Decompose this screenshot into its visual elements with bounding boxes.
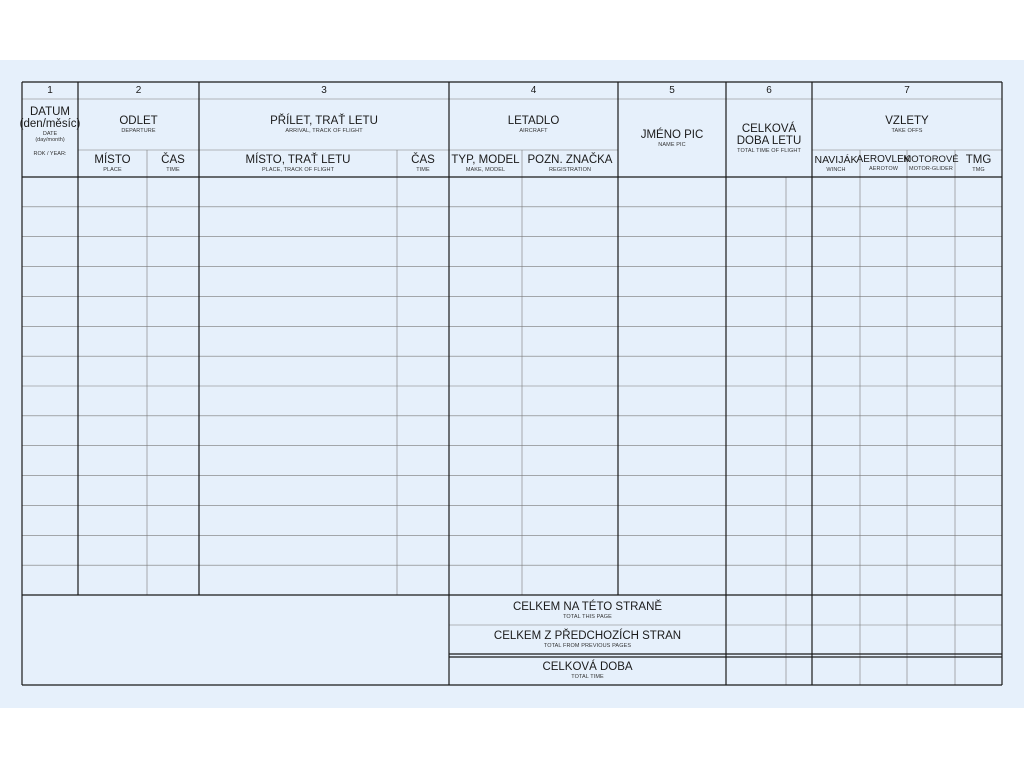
pic-label-en: NAME PIC [658, 141, 686, 148]
col-number-7: 7 [904, 84, 910, 96]
arrival-label-en: ARRIVAL, TRACK OF FLIGHT [285, 128, 363, 135]
total-previous-pages [449, 625, 726, 654]
aircraft-label: LETADLO [507, 115, 560, 128]
total-time-header [726, 100, 812, 177]
pic-label: JMÉNO PIC [640, 128, 704, 141]
takeoffs-motor-label-en: MOTOR-GLIDER [909, 166, 953, 173]
aircraft-label-en: AIRCRAFT [519, 128, 548, 135]
arrival-place-label: MÍSTO, TRAŤ LETU [245, 154, 351, 167]
arrival-label: PŘÍLET, TRAŤ LETU [270, 115, 378, 128]
arrival-time-label: ČAS [411, 154, 435, 167]
takeoffs-tmg-label: TMG [965, 154, 992, 167]
col-number-4: 4 [530, 84, 537, 96]
total-previous-label: CELKEM Z PŘEDCHOZÍCH STRAN [493, 629, 682, 642]
total-time-label-2: DOBA LETU [736, 134, 802, 147]
aircraft-reg-label-en: REGISTRATION [548, 167, 592, 174]
takeoffs-header [812, 100, 1002, 150]
col-number-1: 1 [47, 84, 53, 96]
departure-label-en: DEPARTURE [121, 128, 156, 135]
departure-time-label: ČAS [161, 154, 185, 167]
takeoffs-label: VZLETY [885, 115, 929, 128]
takeoffs-winch-header [812, 151, 860, 177]
takeoffs-label-en: TAKE OFFS [891, 128, 923, 135]
aircraft-model-label-en: MAKE, MODEL [465, 167, 506, 174]
total-previous-label-en: TOTAL FROM PREVIOUS PAGES [543, 642, 632, 649]
col-number-5: 5 [669, 84, 675, 96]
aircraft-reg-header [522, 151, 618, 177]
date-format: (den/měsíc) [19, 118, 81, 131]
takeoffs-tmg-label-en: TMG [972, 167, 985, 174]
takeoffs-aerotow-label-en: AEROTOW [868, 166, 899, 173]
takeoffs-winch-label: NAVIJÁK [814, 153, 858, 166]
date-format-en: (day/month) [35, 137, 65, 144]
total-this-page [449, 596, 726, 625]
departure-label: ODLET [119, 115, 158, 128]
logbook-sheet [0, 60, 1024, 708]
departure-place-label-en: PLACE [103, 167, 122, 174]
date-label: DATUM [29, 106, 71, 119]
takeoffs-tmg-header [955, 151, 1002, 177]
departure-time-header [147, 151, 199, 177]
takeoffs-aerotow-header [856, 151, 911, 177]
departure-place-header [78, 151, 147, 177]
aircraft-reg-label: POZN. ZNAČKA [527, 154, 613, 167]
arrival-time-header [397, 151, 449, 177]
arrival-header [199, 100, 449, 150]
takeoffs-winch-label-en: WINCH [826, 166, 846, 173]
takeoffs-aerotow-label: AEROVLEK [856, 153, 911, 165]
total-time-overall [449, 656, 726, 685]
total-overall-label: CELKOVÁ DOBA [542, 660, 633, 673]
date-header [19, 100, 81, 150]
takeoffs-motor-label: MOTOROVÉ [903, 154, 959, 166]
arrival-time-label-en: TIME [416, 167, 430, 174]
total-this-page-label-en: TOTAL THIS PAGE [563, 613, 612, 620]
arrival-place-header [199, 151, 397, 177]
aircraft-model-label: TYP, MODEL [451, 154, 520, 167]
departure-header [78, 100, 199, 150]
col-number-6: 6 [766, 84, 772, 96]
departure-time-label-en: TIME [166, 167, 180, 174]
col-number-3: 3 [321, 84, 327, 96]
takeoffs-motor-header [903, 151, 959, 177]
pic-header [618, 100, 726, 177]
aircraft-header [449, 100, 618, 150]
total-overall-label-en: TOTAL TIME [571, 673, 604, 680]
departure-place-label: MÍSTO [94, 154, 131, 167]
total-time-label-1: CELKOVÁ [741, 122, 797, 135]
col-number-2: 2 [135, 84, 142, 96]
arrival-place-label-en: PLACE, TRACK OF FLIGHT [261, 167, 335, 174]
aircraft-model-header [449, 151, 522, 177]
total-time-label-en: TOTAL TIME OF FLIGHT [737, 147, 801, 154]
date-label-en: DATE [42, 131, 58, 138]
total-this-page-label: CELKEM NA TÉTO STRANĚ [512, 600, 663, 613]
year-label: ROK / YEAR: [33, 151, 67, 158]
